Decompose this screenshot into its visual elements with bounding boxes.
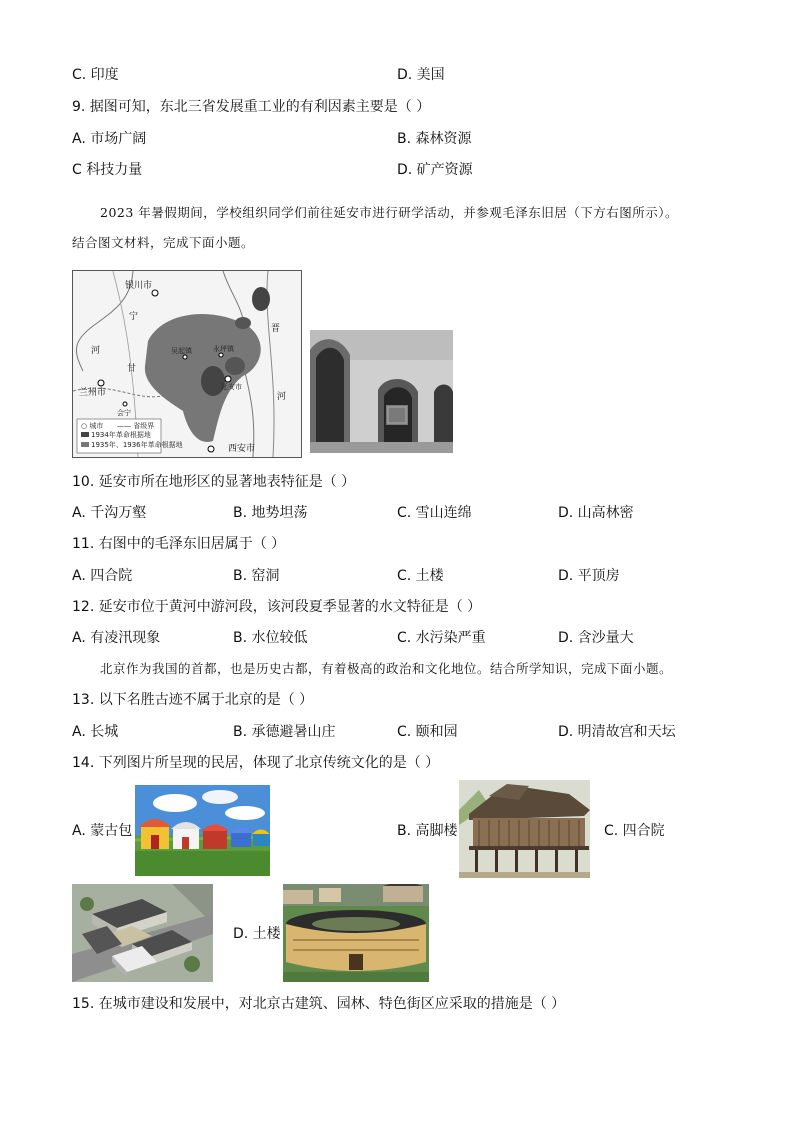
map-label-jin: 晋 (271, 324, 281, 334)
revolutionary-base-map (72, 270, 302, 458)
q13-option-b: B. 承德避暑山庄 (233, 724, 336, 740)
q15-stem: 15. 在城市建设和发展中，对北京古建筑、园林、特色街区应采取的措施是（ ） (72, 996, 566, 1012)
intro-yanan-line1: 2023 年暑假期间，学校组织同学们前往延安市进行研学活动，并参观毛泽东旧居（下方右图所示）。 (100, 205, 679, 220)
q12-stem: 12. 延安市位于黄河中游河段，该河段夏季显著的水文特征是（ ） (72, 599, 482, 615)
q14-option-b: B. 高脚楼 (397, 823, 458, 839)
q13-option-d: D. 明清故宫和天坛 (558, 724, 676, 740)
map-label-lanzhou: 兰州市 (79, 388, 107, 398)
q13-stem: 13. 以下名胜古迹不属于北京的是（ ） (72, 692, 314, 708)
map-legend-border: —— 省级界 (117, 422, 155, 430)
q12-option-c: C. 水污染严重 (397, 630, 486, 646)
map-label-yongping: 永坪镇 (213, 345, 234, 353)
map-label-huining: 会宁 (117, 409, 131, 417)
q9-option-a: A. 市场广阔 (72, 131, 147, 147)
stilt-house-photo (459, 780, 590, 878)
q11-option-a: A. 四合院 (72, 568, 133, 584)
q9-option-c: C 科技力量 (72, 162, 143, 178)
map-label-ning: 宁 (129, 312, 139, 322)
q12-option-d: D. 含沙量大 (558, 630, 634, 646)
q9-stem: 9. 据图可知，东北三省发展重工业的有利因素主要是（ ） (72, 99, 431, 115)
q10-option-a: A. 千沟万壑 (72, 505, 147, 521)
q14-stem: 14. 下列图片所呈现的民居，体现了北京传统文化的是（ ） (72, 755, 440, 771)
map-label-yinchuan: 银川市 (125, 281, 153, 291)
q12-option-a: A. 有凌汛现象 (72, 630, 161, 646)
intro-beijing: 北京作为我国的首都，也是历史古都，有着极高的政治和文化地位。结合所学知识，完成下面小题。 (100, 661, 673, 676)
tulou-photo (283, 884, 429, 982)
map-legend-city: ○ 城市 (81, 422, 104, 430)
map-legend-1935: 1935年、1936年革命根据地 (91, 441, 183, 449)
q9-option-b: B. 森林资源 (397, 131, 472, 147)
q9-option-d: D. 矿产资源 (397, 162, 473, 178)
q14-option-d: D. 土楼 (233, 926, 281, 942)
q14-option-c: C. 四合院 (604, 823, 665, 839)
q13-option-c: C. 颐和园 (397, 724, 458, 740)
q8-option-c: C. 印度 (72, 67, 119, 83)
q11-option-b: B. 窑洞 (233, 568, 280, 584)
q10-stem: 10. 延安市所在地形区的显著地表特征是（ ） (72, 474, 356, 490)
cave-dwelling-photo (310, 330, 453, 453)
q14-option-a: A. 蒙古包 (72, 823, 133, 839)
q11-option-d: D. 平顶房 (558, 568, 620, 584)
intro-yanan-line2: 结合图文材料，完成下面小题。 (72, 235, 255, 250)
q11-stem: 11. 右图中的毛泽东旧居属于（ ） (72, 536, 286, 552)
q12-option-b: B. 水位较低 (233, 630, 308, 646)
mongolian-yurt-photo (135, 785, 270, 876)
map-label-gan: 甘 (127, 364, 137, 374)
q11-option-c: C. 土楼 (397, 568, 444, 584)
q10-option-c: C. 雪山连绵 (397, 505, 472, 521)
siheyuan-courtyard-photo (72, 884, 213, 982)
map-label-yanan: 延安市 (221, 383, 242, 391)
map-label-river: 河 (91, 346, 101, 356)
q8-option-d: D. 美国 (397, 67, 445, 83)
map-label-wuqi: 吴起镇 (171, 347, 192, 355)
q10-option-b: B. 地势坦荡 (233, 505, 308, 521)
map-label-xian: 西安市 (228, 444, 256, 454)
map-label-river-2: 河 (277, 392, 287, 402)
map-legend-1934: 1934年革命根据地 (91, 431, 151, 439)
q13-option-a: A. 长城 (72, 724, 119, 740)
q10-option-d: D. 山高林密 (558, 505, 634, 521)
